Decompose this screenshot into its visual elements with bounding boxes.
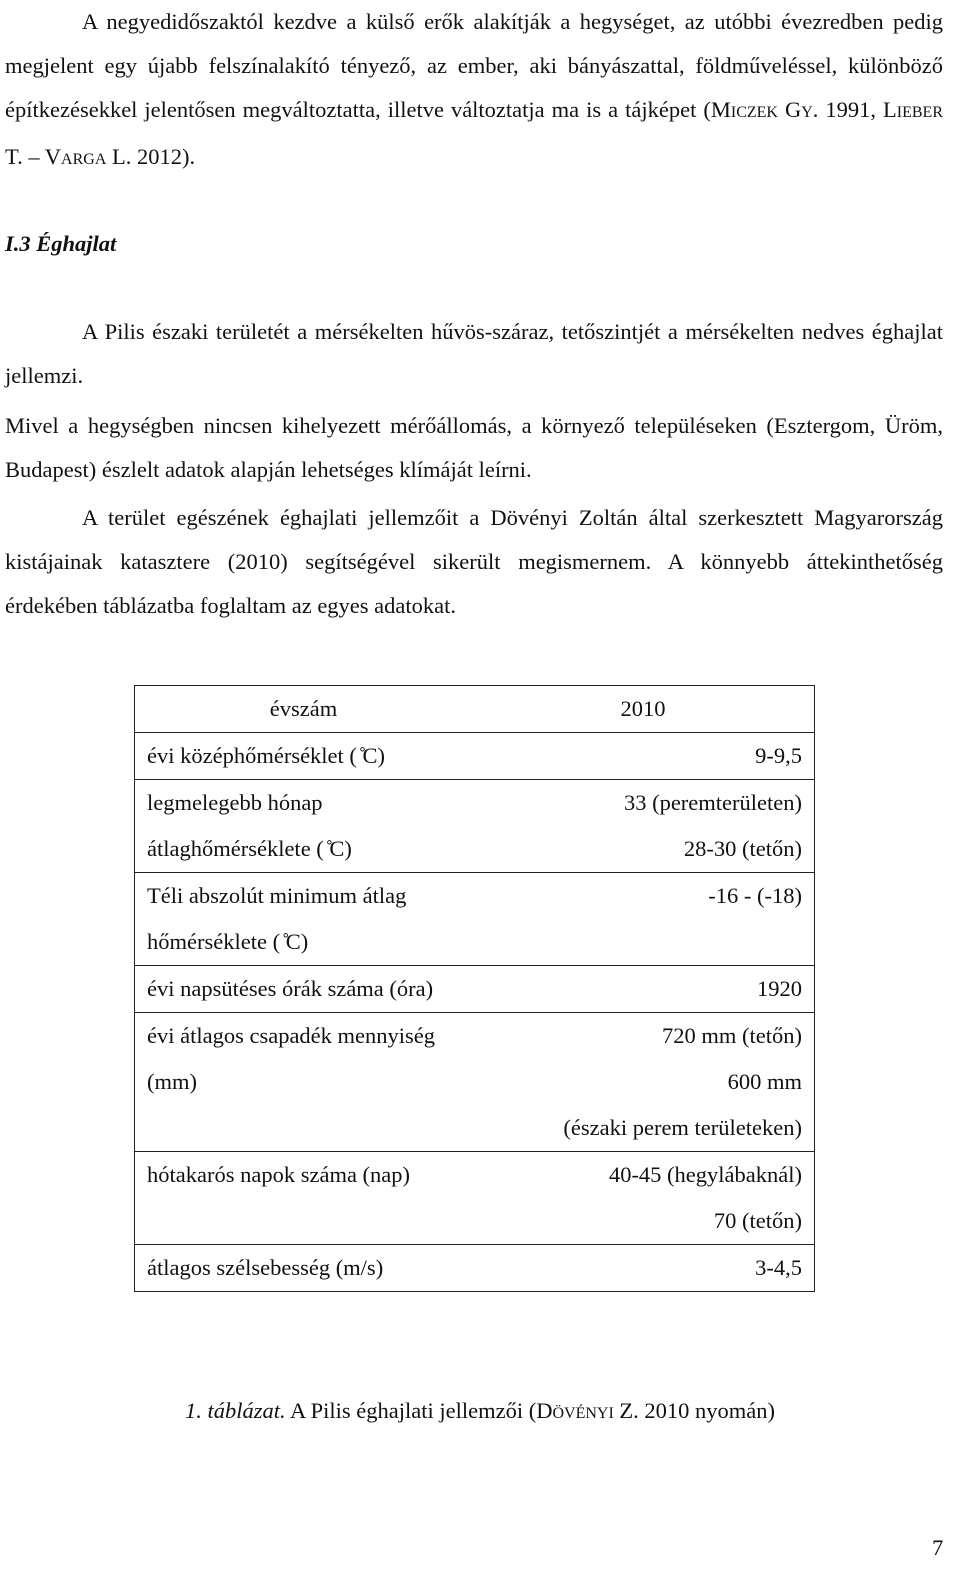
section-heading: I.3 Éghajlat bbox=[5, 231, 117, 256]
climate-paragraph-1: A Pilis északi területét a mérsékelten hűvös-száraz, tetőszintjét a mérsékelten nedves éghajlat jellemzi. bbox=[5, 319, 943, 388]
row-value bbox=[472, 1013, 814, 1152]
table-row bbox=[135, 1013, 815, 1152]
table-row bbox=[135, 966, 815, 1013]
row-value bbox=[472, 873, 814, 966]
climate-table bbox=[134, 685, 815, 1292]
row-label: évi napsütéses órák száma (óra) bbox=[135, 966, 473, 1013]
row-label: hótakarós napok száma (nap) bbox=[135, 1152, 473, 1245]
row-value bbox=[472, 733, 814, 780]
value-line: 70 (tetőn) bbox=[713, 1208, 802, 1233]
row-value bbox=[472, 1152, 814, 1245]
ref1-year: . 1991, L bbox=[812, 97, 897, 122]
page-number: 7 bbox=[932, 1535, 944, 1560]
row-value bbox=[472, 966, 814, 1013]
ref2-rest: T. – V bbox=[5, 144, 62, 169]
climate-paragraph-3: A terület egészének éghajlati jellemzőit a Dövényi Zoltán által szerkesztett Magyarország kistájainak katasztere (2010) segítségével sikerült megismernem. A könnyebb áttekinthetőség érdekében táblázatba foglaltam az egyes adatokat. bbox=[5, 505, 943, 618]
ref1-initial: M bbox=[710, 97, 731, 122]
climate-paragraph-2: Mivel a hegységben nincsen kihelyezett mérőállomás, a környező településeken (Esztergom, Üröm, Budapest) észlelt adatok alapján lehetséges klímáját leírni. bbox=[5, 413, 943, 482]
caption-author-smallcaps: ÖVÉNYI bbox=[552, 1405, 614, 1422]
intro-lead: A negyedidőszaktól kezdve a külső erők alakítják a hegységet, az utóbbi évezredben pedig megjelent egy újabb felszínalakító tényező, az ember, aki bányászattal, földműveléssel, különböző építkezésekkel jelentősen megváltoztatta, illetve változtatja ma is a tájképet ( bbox=[5, 9, 943, 122]
ref2-smallcaps: IEBER bbox=[896, 104, 943, 121]
header-label-cell: évszám bbox=[269, 696, 338, 721]
ref1-rest: G bbox=[777, 97, 802, 122]
table-caption bbox=[0, 1389, 960, 1436]
row-label: évi középhőmérséklet ( ̊C) bbox=[135, 733, 473, 780]
row-label: Téli abszolút minimum átlag hőmérséklete ( ̊C) bbox=[135, 873, 473, 966]
row-label: átlagos szélsebesség (m/s) bbox=[135, 1245, 473, 1292]
table-header-row bbox=[135, 686, 815, 733]
value-line: 600 mm bbox=[727, 1069, 802, 1094]
row-label: legmelegebb hónap átlaghőmérséklete ( ̊C) bbox=[135, 780, 473, 873]
table-row bbox=[135, 1152, 815, 1245]
value-line: -16 - (-18) bbox=[708, 883, 802, 908]
table-row bbox=[135, 873, 815, 966]
table-row bbox=[135, 733, 815, 780]
value-line: 33 (peremterületen) bbox=[623, 790, 802, 815]
row-label: évi átlagos csapadék mennyiség (mm) bbox=[135, 1013, 473, 1152]
ref3-smallcaps: ARGA bbox=[61, 151, 107, 168]
value-line: (északi perem területeken) bbox=[563, 1115, 802, 1140]
table-row bbox=[135, 780, 815, 873]
table-row bbox=[135, 1245, 815, 1292]
ref3-rest: L. 2012). bbox=[106, 144, 196, 169]
caption-number: 1. táblázat. bbox=[184, 1398, 286, 1423]
row-value bbox=[472, 780, 814, 873]
caption-text: A Pilis éghajlati jellemzői (D bbox=[285, 1398, 553, 1423]
value-line: 40-45 (hegylábaknál) bbox=[608, 1162, 802, 1187]
row-value bbox=[472, 1245, 814, 1292]
value-line: 1920 bbox=[757, 976, 802, 1001]
ref1-smallcaps: ICZEK bbox=[730, 104, 778, 121]
ref1-smallcaps-2: Y bbox=[801, 104, 813, 121]
header-value-cell: 2010 bbox=[620, 696, 666, 721]
intro-paragraph bbox=[5, 0, 943, 182]
value-line: 3-4,5 bbox=[755, 1255, 802, 1280]
caption-rest: Z. 2010 nyomán) bbox=[613, 1398, 776, 1423]
value-line: 28-30 (tetőn) bbox=[683, 836, 802, 861]
value-line: 720 mm (tetőn) bbox=[662, 1023, 802, 1048]
value-line: 9-9,5 bbox=[755, 743, 802, 768]
